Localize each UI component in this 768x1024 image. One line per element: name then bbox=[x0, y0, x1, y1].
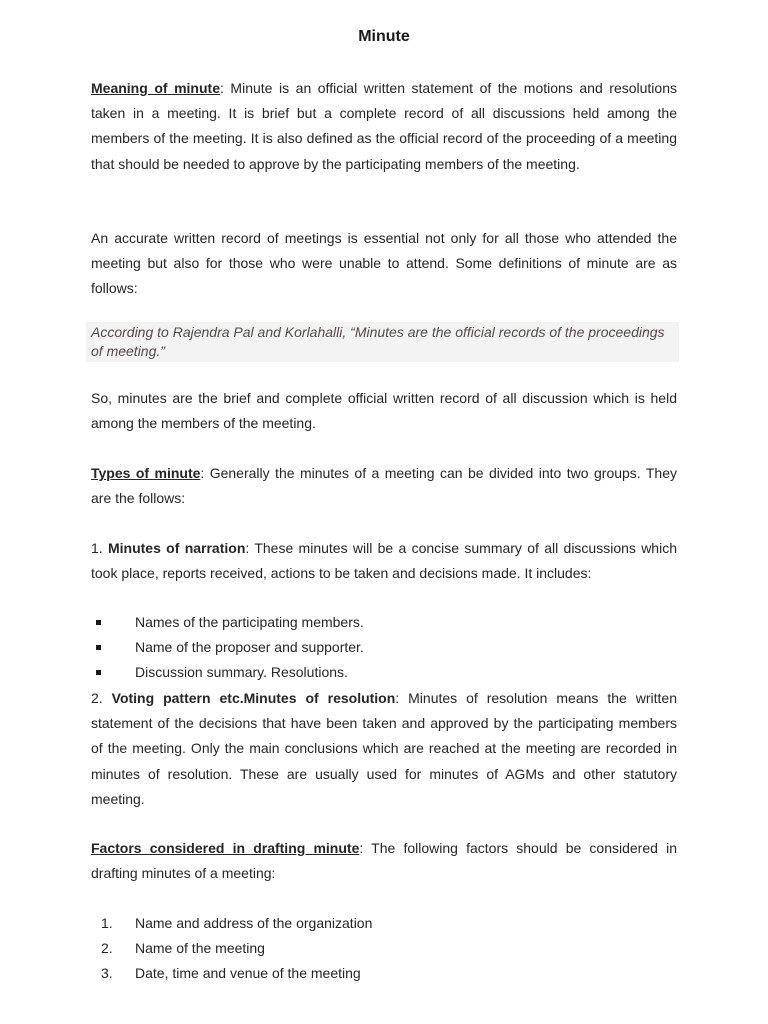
bullet-icon bbox=[96, 670, 101, 675]
narration-number: 1. bbox=[91, 540, 108, 556]
narration-text: : These minutes will be a concise summary of all discussions which took place, reports received, actions to be taken and decisions made. It includes: bbox=[91, 540, 677, 582]
factors-heading: Factors considered in drafting minute bbox=[91, 840, 360, 856]
list-item: Name of the proposer and supporter. bbox=[91, 635, 364, 660]
meaning-text: : Minute is an official written statement of the motions and resolutions taken in a meeting. It is brief but a complete record of all discussions held among the members of the meeting. It is also defined as the official record of the proceeding of a meeting that should be needed to approve by the participating members of the meeting. bbox=[91, 80, 677, 172]
narration-paragraph bbox=[91, 536, 677, 586]
factors-paragraph bbox=[91, 836, 677, 886]
resolution-text: : Minutes of resolution means the written statement of the decisions that have been taken and approved by the participating members of the meeting. Only the main conclusions which are reached at the meeting are recorded in minutes of resolution. These are usually used for minutes of AGMs and other statutory meeting. bbox=[91, 690, 677, 807]
list-item: 2. Name of the meeting bbox=[101, 940, 265, 957]
resolution-paragraph bbox=[91, 686, 677, 812]
resolution-heading: Voting pattern etc.Minutes of resolution bbox=[111, 690, 396, 706]
list-item: 3. Date, time and venue of the meeting bbox=[101, 965, 361, 982]
bullet-icon bbox=[96, 645, 101, 650]
types-paragraph bbox=[91, 461, 677, 511]
meaning-heading: Meaning of minute bbox=[91, 80, 220, 96]
meaning-paragraph bbox=[91, 76, 677, 177]
definition-quote: According to Rajendra Pal and Korlahalli, “Minutes are the official records of the proceedings of meeting.” bbox=[86, 322, 679, 362]
resolution-number: 2. bbox=[91, 690, 112, 706]
list-item: Discussion summary. Resolutions. bbox=[91, 660, 364, 685]
summary-paragraph: So, minutes are the brief and complete official written record of all discussion which is held among the members of the meeting. bbox=[91, 390, 677, 432]
accurate-record-paragraph: An accurate written record of meetings is essential not only for all those who attended the meeting but also for those who were unable to attend. Some definitions of minute are as follows: bbox=[91, 230, 677, 297]
bullet-icon bbox=[96, 620, 101, 625]
types-text: : Generally the minutes of a meeting can be divided into two groups. They are the follows: bbox=[91, 465, 677, 507]
list-item: 1. Name and address of the organization bbox=[101, 915, 373, 931]
narration-heading: Minutes of narration bbox=[107, 540, 246, 556]
list-item: Names of the participating members. bbox=[91, 610, 364, 635]
narration-bullet-list bbox=[91, 610, 364, 686]
document-title: Minute bbox=[358, 28, 410, 45]
factors-numbered-list bbox=[91, 911, 372, 987]
types-heading: Types of minute bbox=[91, 465, 201, 481]
factors-text: : The following factors should be considered in drafting minutes of a meeting: bbox=[91, 840, 677, 882]
